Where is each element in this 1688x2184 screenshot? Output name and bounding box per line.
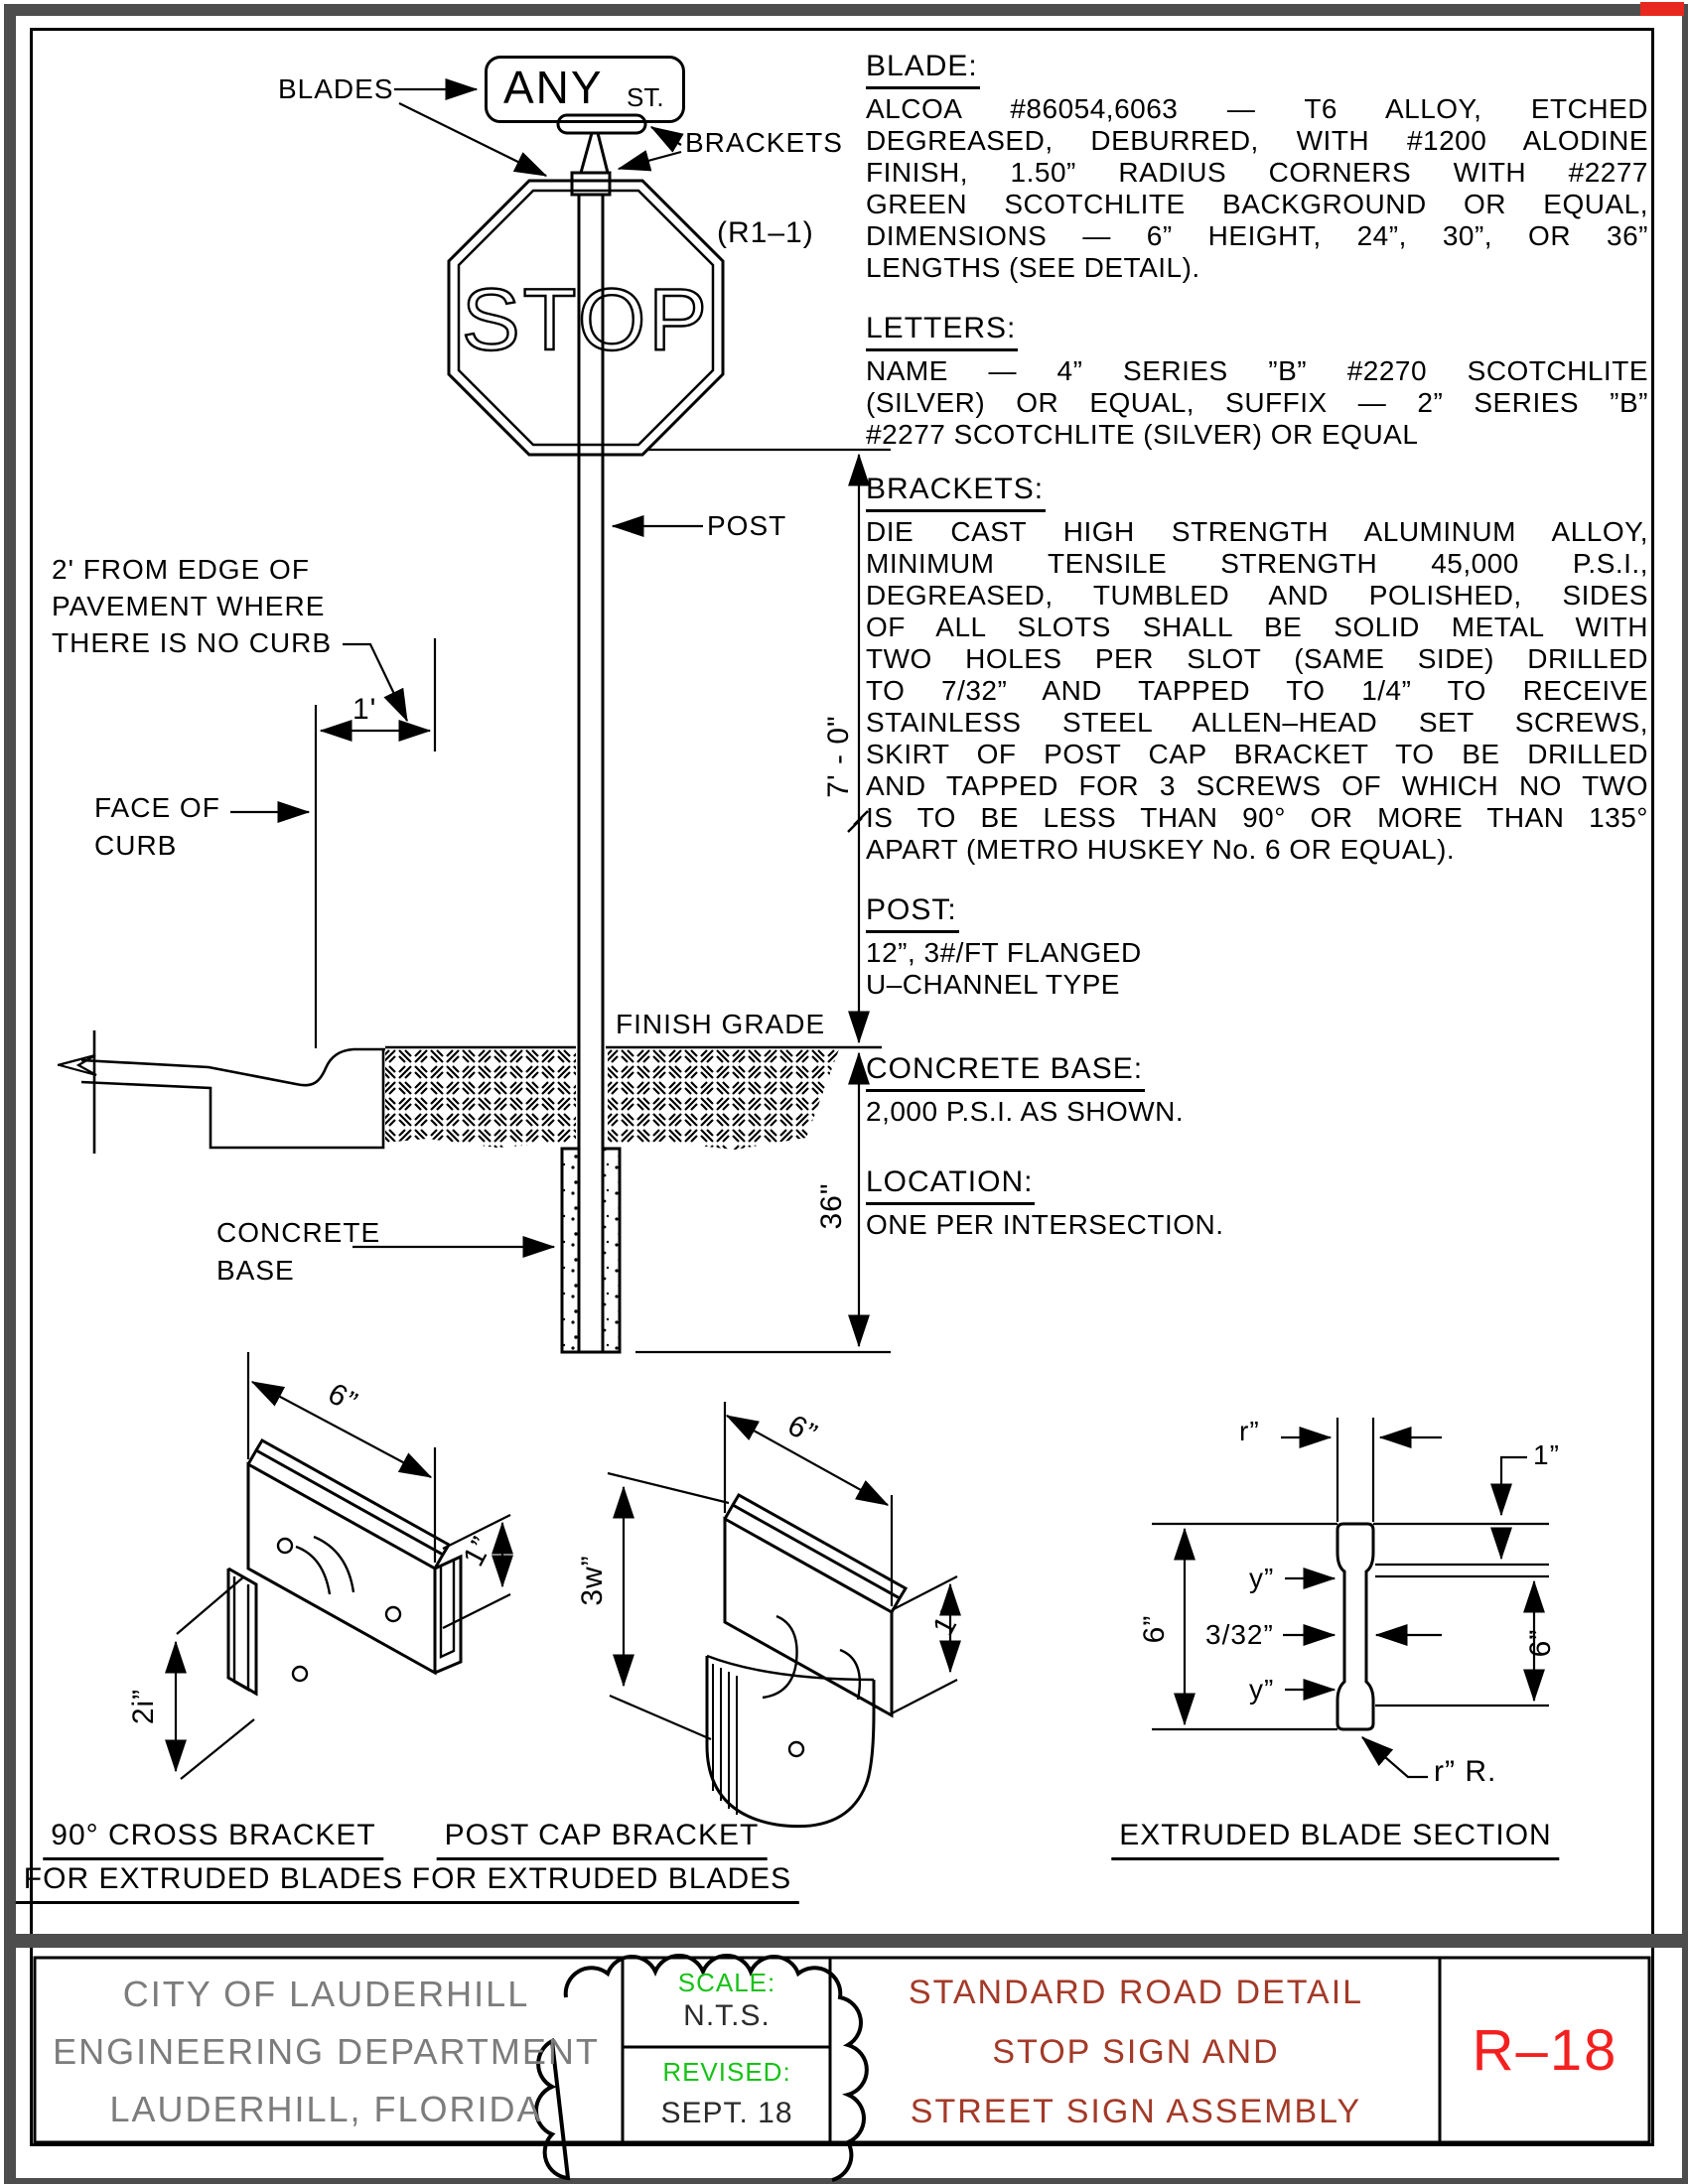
note-concrete-body: [866, 1096, 1648, 1128]
post-label: POST: [707, 510, 787, 541]
street-name-text: ANY: [503, 62, 604, 113]
note-line: U–CHANNEL TYPE: [866, 969, 1120, 1000]
note-brackets-body: [866, 516, 1648, 866]
detail-post-cap-bracket: [608, 1402, 957, 1827]
note-line: ALCOA #86054,6063 — T6 ALLOY, ETCHED: [866, 93, 1648, 124]
face-of-curb-1: FACE OF: [94, 792, 220, 823]
sheet-title-1: STANDARD ROAD DETAIL: [908, 1974, 1364, 2011]
pavement-hatch: [385, 1049, 839, 1150]
scale-label: SCALE:: [677, 1968, 776, 1997]
scale-value: N.T.S.: [683, 1999, 771, 2032]
sheet-title-3: STREET SIGN ASSEMBLY: [910, 2093, 1362, 2130]
blade-section-dim-right: 6”: [1524, 1628, 1557, 1658]
note-blade-heading: BLADE:: [866, 50, 980, 89]
no-curb-note-3: THERE IS NO CURB: [52, 627, 333, 658]
dim-embed: 36": [815, 1182, 848, 1230]
note-line: DEGREASED, TUMBLED AND POLISHED, SIDES: [866, 580, 1648, 611]
note-line: TO 7/32” AND TAPPED TO 1/4” TO RECEIVE: [866, 675, 1648, 706]
post-cap-dim-depth: 1”: [926, 1600, 969, 1642]
dim-height: 7' - 0": [822, 715, 855, 798]
blade-section-dim-one: 1”: [1533, 1439, 1560, 1470]
concrete-base-section: [562, 1149, 620, 1352]
note-line: #2277 SCOTCHLITE (SILVER) OR EQUAL: [866, 419, 1419, 450]
post-cap-dim-width: 6”: [781, 1409, 823, 1451]
revised-label: REVISED:: [662, 2057, 791, 2087]
blade-section-dim-y-bot: y”: [1249, 1674, 1275, 1705]
org-line-2: ENGINEERING DEPARTMENT: [53, 2031, 600, 2072]
post-cap-title-1: POST CAP BRACKET: [437, 1819, 768, 1860]
note-location-body: [866, 1209, 1648, 1241]
note-line: 2,000 P.S.I. AS SHOWN.: [866, 1096, 1185, 1127]
stop-sign-text: STOP: [461, 270, 711, 368]
org-line-1: CITY OF LAUDERHILL: [122, 1974, 530, 2014]
note-blade-body: [866, 93, 1648, 284]
note-line: 12”, 3#/FT FLANGED: [866, 937, 1142, 968]
detail-blade-section: [1152, 1418, 1549, 1777]
note-line: MINIMUM TENSILE STRENGTH 45,000 P.S.I.,: [866, 548, 1648, 579]
blade-section-dim-y-top: y”: [1249, 1563, 1275, 1593]
note-line: DIE CAST HIGH STRENGTH ALUMINUM ALLOY,: [866, 516, 1648, 547]
street-name-sign: [485, 56, 685, 123]
note-line: DIMENSIONS — 6” HEIGHT, 24”, 30”, OR 36”: [866, 220, 1648, 251]
cross-bracket-dim-height: 2i”: [127, 1688, 160, 1725]
note-line: GREEN SCOTCHLITE BACKGROUND OR EQUAL,: [866, 189, 1648, 219]
sign-code-label: (R1–1): [717, 216, 814, 249]
brackets-label: BRACKETS: [685, 127, 843, 158]
blade-section-dim-left: 6”: [1138, 1614, 1171, 1644]
no-curb-note-1: 2' FROM EDGE OF: [52, 554, 310, 585]
cross-bracket-title-1: 90° CROSS BRACKET: [43, 1819, 383, 1860]
note-concrete-heading: CONCRETE BASE:: [866, 1052, 1145, 1092]
note-line: ONE PER INTERSECTION.: [866, 1209, 1224, 1240]
org-line-3: LAUDERHILL, FLORIDA: [109, 2089, 543, 2129]
note-line: STAINLESS STEEL ALLEN–HEAD SET SCREWS,: [866, 707, 1648, 738]
post-cap-title-2: FOR EXTRUDED BLADES: [404, 1862, 799, 1904]
blade-section-dim-top: r”: [1239, 1416, 1260, 1446]
blades-label: BLADES: [278, 73, 394, 104]
blade-section-title: EXTRUDED BLADE SECTION: [1111, 1819, 1559, 1860]
blade-section-dim-radius: r” R.: [1434, 1755, 1497, 1788]
note-line: DEGREASED, DEBURRED, WITH #1200 ALODINE: [866, 125, 1648, 156]
note-line: TWO HOLES PER SLOT (SAME SIDE) DRILLED: [866, 643, 1648, 674]
blade-section-dim-web: 3/32”: [1205, 1619, 1274, 1650]
no-curb-note-2: PAVEMENT WHERE: [52, 591, 326, 621]
note-line: AND TAPPED FOR 3 SCREWS OF WHICH NO TWO: [866, 770, 1648, 801]
cross-bracket-dim-depth: 1”: [457, 1531, 499, 1572]
face-of-curb-2: CURB: [94, 830, 178, 861]
concrete-base-label-1: CONCRETE: [216, 1217, 381, 1248]
dim-offset: 1': [352, 693, 377, 726]
note-post-heading: POST:: [866, 893, 959, 933]
blade-profile: [1337, 1524, 1373, 1729]
note-brackets-heading: BRACKETS:: [866, 473, 1046, 512]
concrete-base-label-2: BASE: [216, 1255, 295, 1286]
note-line: NAME — 4” SERIES ”B” #2270 SCOTCHLITE: [866, 355, 1648, 386]
note-line: IS TO BE LESS THAN 90° OR MORE THAN 135°: [866, 802, 1648, 833]
note-location-heading: LOCATION:: [866, 1165, 1035, 1205]
cross-bracket-title-2: FOR EXTRUDED BLADES: [16, 1862, 411, 1904]
note-line: APART (METRO HUSKEY No. 6 OR EQUAL).: [866, 834, 1456, 865]
revised-value: SEPT. 18: [660, 2097, 793, 2129]
note-line: (SILVER) OR EQUAL, SUFFIX — 2” SERIES ”B”: [866, 387, 1648, 418]
sheet-title-2: STOP SIGN AND: [992, 2033, 1280, 2071]
curb-section: [58, 1030, 385, 1154]
note-letters-heading: LETTERS:: [866, 312, 1018, 351]
note-line: OF ALL SLOTS SHALL BE SOLID METAL WITH: [866, 612, 1648, 642]
finish-grade-label: FINISH GRADE: [616, 1009, 826, 1039]
note-letters-body: [866, 355, 1648, 451]
note-line: SKIRT OF POST CAP BRACKET TO BE DRILLED: [866, 739, 1648, 769]
note-line: LENGTHS (SEE DETAIL).: [866, 252, 1200, 283]
street-suffix-text: ST.: [627, 82, 664, 112]
note-post-body: [866, 937, 1648, 1001]
cross-bracket-dim-width: 6”: [322, 1377, 363, 1420]
post-cap-dim-height: 3w”: [576, 1555, 609, 1606]
note-line: FINISH, 1.50” RADIUS CORNERS WITH #2277: [866, 157, 1648, 188]
street-blade-bracket: [558, 115, 645, 195]
sheet-number: R–18: [1472, 2018, 1618, 2083]
